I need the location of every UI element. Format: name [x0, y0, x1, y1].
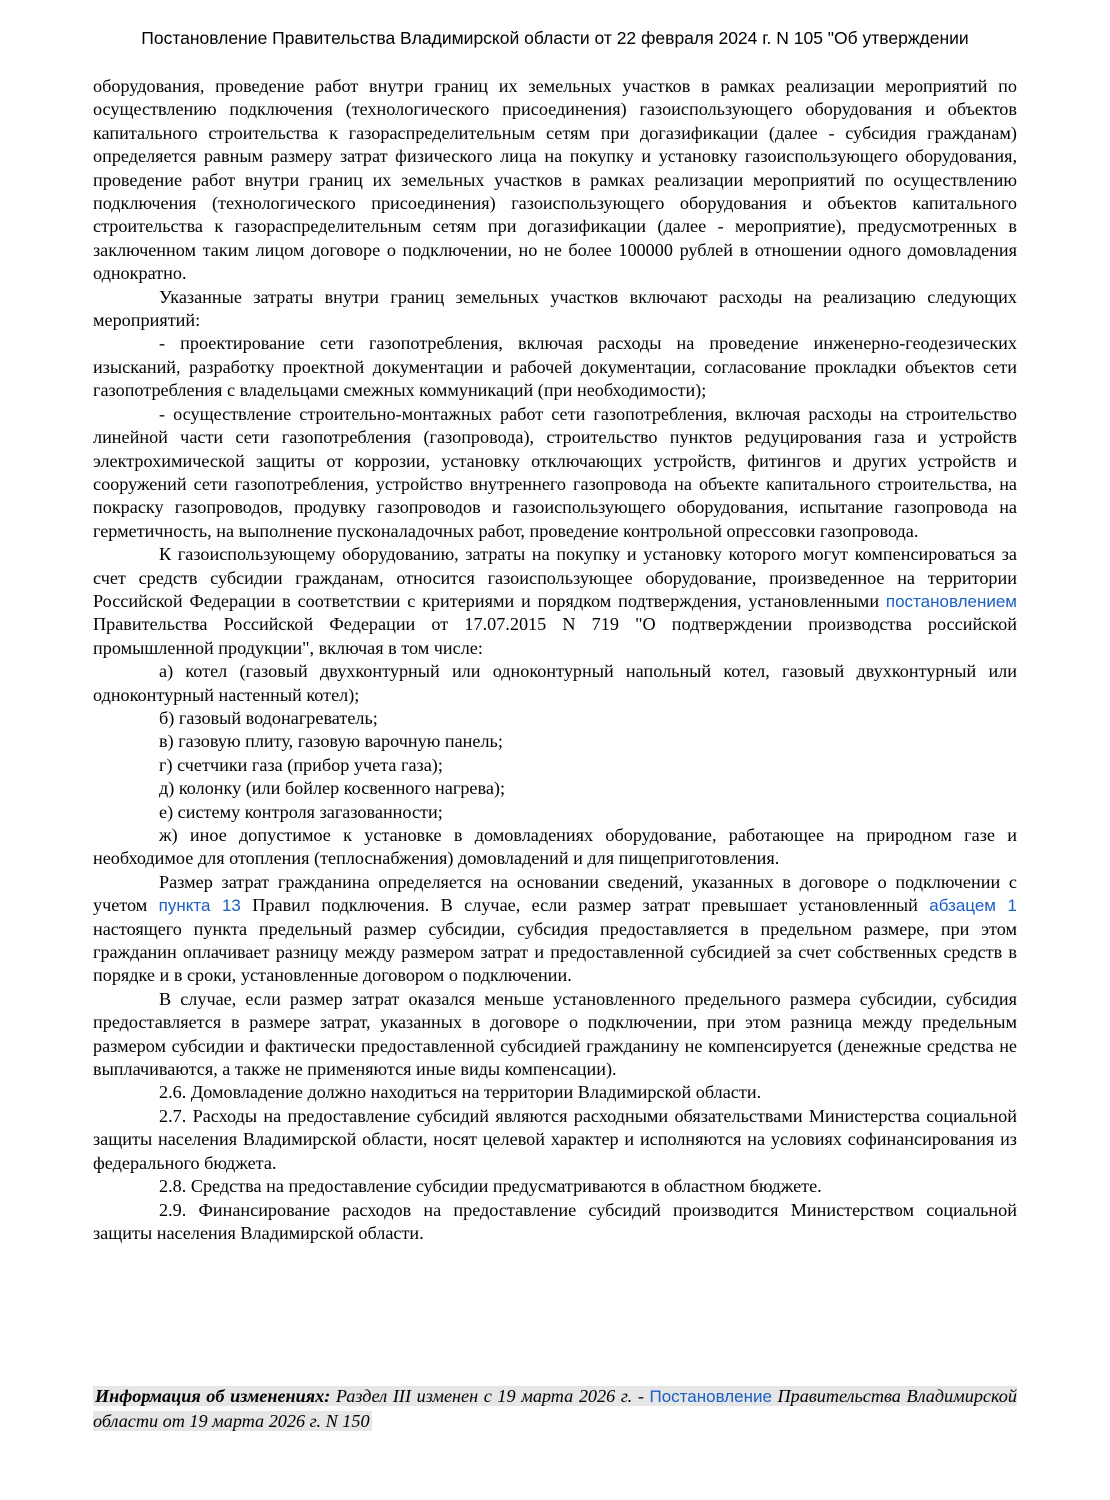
- list-item: б) газовый водонагреватель;: [159, 707, 378, 728]
- document-body: [93, 75, 1017, 1245]
- change-info-main: Раздел III изменен с 19 марта 2026 г. -: [335, 1386, 650, 1406]
- paragraph: [93, 543, 1017, 660]
- list-item: г) счетчики газа (прибор учета газа);: [159, 754, 443, 775]
- paragraph: 2.7. Расходы на предоставление субсидий являются расходными обязательствами Министерства социальной защиты населения Владимирской области, носят целевой характер и исполняются на условиях софинансирования из федерального бюджета.: [93, 1105, 1017, 1173]
- change-info-tail: Правительства Владимирской области от 19 марта 2026 г. N 150: [93, 1386, 1017, 1431]
- list-item: а) котел (газовый двухконтурный или одноконтурный напольный котел, газовый двухконтурный или одноконтурный настенный котел);: [93, 661, 1017, 705]
- text-segment: К газоиспользующему оборудованию, затраты на покупку и установку которого могут компенсироваться за счет средств субсидии гражданам, относится газоиспользующее оборудование, произведенное на территории Российской Федерации в соответствии с критериями и порядком подтверждения, установленными: [93, 544, 1017, 611]
- list-item: - проектирование сети газопотребления, включая расходы на проведение инженерно-геодезических изысканий, разработку проектной документации и рабочей документации, согласование прокладки объектов сети газопотребления с владельцами смежных коммуникаций (при необходимости);: [93, 333, 1017, 401]
- text-segment: настоящего пункта предельный размер субсидии, субсидия предоставляется в предельном размере, при этом гражданин оплачивает разницу между размером затрат и предоставленной субсидией за счет собственных средств в порядке и в сроки, установленные договором о подключении.: [93, 918, 1017, 986]
- text-segment: Правил подключения. В случае, если размер затрат превышает установленный: [240, 895, 930, 916]
- paragraph: В случае, если размер затрат оказался меньше установленного предельного размера субсидии, субсидия предоставляется в размере затрат, указанных в договоре о подключении, при этом разница между предельным размером субсидии и фактически предоставленной субсидией гражданину не компенсируется (денежные средства не выплачиваются, а также не применяются иные виды компенсации).: [93, 988, 1017, 1080]
- change-info-box: [93, 1384, 1017, 1433]
- change-info-text: [93, 1384, 1017, 1433]
- link-change-decree[interactable]: Постановление: [649, 1387, 772, 1406]
- list-item: в) газовую плиту, газовую варочную панель;: [159, 731, 503, 752]
- paragraph: 2.6. Домовладение должно находиться на территории Владимирской области.: [159, 1082, 762, 1103]
- change-info-label: Информация об изменениях:: [95, 1386, 331, 1406]
- document-header: Постановление Правительства Владимирской области от 22 февраля 2024 г. N 105 "Об утверждении: [141, 28, 969, 48]
- paragraph: [93, 871, 1017, 988]
- paragraph: 2.9. Финансирование расходов на предоставление субсидий производится Министерством социальной защиты населения Владимирской области.: [93, 1199, 1017, 1243]
- paragraph: 2.8. Средства на предоставление субсидии предусматриваются в областном бюджете.: [159, 1176, 822, 1197]
- list-item: д) колонку (или бойлер косвенного нагрева);: [159, 778, 506, 799]
- list-item: - осуществление строительно-монтажных работ сети газопотребления, включая расходы на строительство линейной части сети газопотребления (газопровода), строительство пунктов редуцирования газа и устройств электрохимической защиты от коррозии, установку отключающих устройств, фитингов и других устройств и сооружений сети газопотребления, устройство внутреннего газопровода на объекте капитального строительства, на покраску газопроводов, продувку газопроводов и газоиспользующего оборудования, испытание газопровода на герметичность, на выполнение пусконаладочных работ, проведение контрольной опрессовки газопровода.: [93, 403, 1017, 541]
- list-item: ж) иное допустимое к установке в домовладениях оборудование, работающее на природном газе и необходимое для отопления (теплоснабжения) домовладений и для пищеприготовления.: [93, 825, 1017, 869]
- text-segment: Правительства Российской Федерации от 17.07.2015 N 719 "О подтверждении производства российской промышленной продукции", включая в том числе:: [93, 614, 1017, 658]
- list-item: е) систему контроля загазованности;: [159, 801, 443, 822]
- paragraph: Указанные затраты внутри границ земельных участков включают расходы на реализацию следующих мероприятий:: [93, 286, 1017, 331]
- link-abzacem-1[interactable]: абзацем 1: [929, 896, 1017, 916]
- text-segment: Размер затрат гражданина определяется на основании сведений, указанных в договоре о подключении с учетом: [93, 871, 1017, 916]
- link-postanovleniem[interactable]: постановлением: [885, 591, 1017, 611]
- paragraph: оборудования, проведение работ внутри границ их земельных участков в рамках реализации мероприятий по осуществлению подключения (технологического присоединения) газоиспользующего оборудования и объектов капитального строительства к газораспределительным сетям при догазификации (далее - субсидия гражданам) определяется равным размеру затрат физического лица на покупку и установку газоиспользующего оборудования, проведение работ внутри границ их земельных участков в рамках реализации мероприятий по осуществлению подключения (технологического присоединения) газоиспользующего оборудования и объектов капитального строительства к газораспределительным сетям при догазификации (далее - мероприятие), предусмотренных в заключенном таким лицом договоре о подключении, но не более 100000 рублей в отношении одного домовладения однократно.: [93, 76, 1017, 284]
- link-punkta-13[interactable]: пункта 13: [158, 896, 241, 916]
